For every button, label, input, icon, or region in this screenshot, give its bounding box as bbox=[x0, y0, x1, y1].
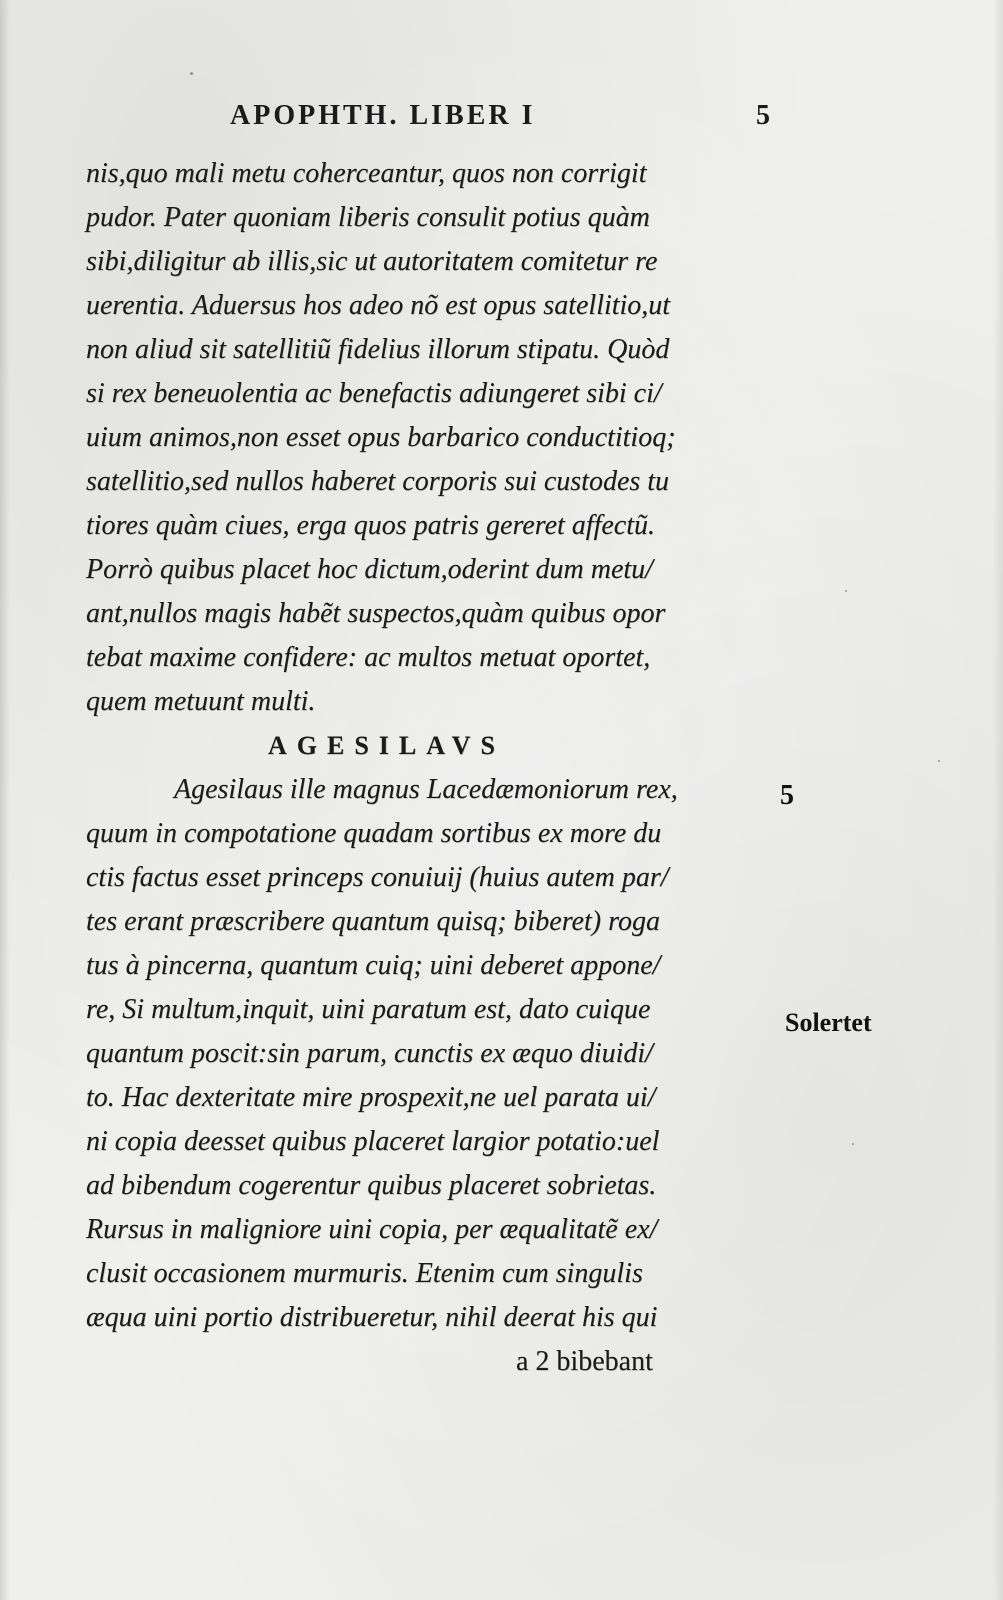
running-head-title: APOPHTH. LIBER I bbox=[230, 100, 536, 131]
text-line-4: uerentia. Aduersus hos adeo nõ est opus satellitio,ut bbox=[86, 290, 671, 321]
text-line-8: satellitio,sed nullos haberet corporis sui custodes tu bbox=[86, 466, 670, 497]
catchword-line: a 2 bibebant bbox=[516, 1346, 653, 1377]
page-edge-shadow-right bbox=[993, 0, 1003, 1600]
paper-speck bbox=[190, 72, 193, 75]
text-line-2: pudor. Pater quoniam liberis consulit potius quàm bbox=[86, 202, 650, 233]
section-line-10: ad bibendum cogerentur quibus placeret sobrietas. bbox=[86, 1170, 657, 1201]
section-line-7: quantum poscit:sin parum, cunctis ex æquo diuidi/ bbox=[86, 1038, 653, 1069]
text-line-3: sibi,diligitur ab illis,sic ut autoritatem comitetur re bbox=[86, 246, 658, 277]
text-line-10: Porrò quibus placet hoc dictum,oderint dum metu/ bbox=[86, 554, 653, 585]
section-line-11: Rursus in maligniore uini copia, per æqualitatẽ ex/ bbox=[86, 1214, 658, 1245]
text-line-9: tiores quàm ciues, erga quos patris gereret affectũ. bbox=[86, 510, 655, 541]
text-line-13: quem metuunt multi. bbox=[86, 686, 316, 717]
text-line-11: ant,nullos magis habẽt suspectos,quàm quibus opor bbox=[86, 598, 666, 629]
section-line-2: quum in compotatione quadam sortibus ex more du bbox=[86, 818, 662, 849]
main-text-block bbox=[86, 152, 776, 1384]
text-line-5: non aliud sit satellitiũ fidelius illorum stipatu. Quòd bbox=[86, 334, 670, 365]
section-line-12: clusit occasionem murmuris. Etenim cum singulis bbox=[86, 1258, 643, 1289]
page-edge-shadow-left bbox=[0, 0, 10, 1600]
section-line-13: æqua uini portio distribueretur, nihil deerat his qui bbox=[86, 1302, 658, 1333]
section-line-5: tus à pincerna, quantum cuiq; uini deberet appone/ bbox=[86, 950, 661, 981]
running-head bbox=[230, 100, 790, 144]
section-line-8: to. Hac dexteritate mire prospexit,ne uel parata ui/ bbox=[86, 1082, 656, 1113]
section-heading: AGESILAVS bbox=[268, 731, 505, 760]
section-line-3: ctis factus esset princeps conuiuij (huius autem par/ bbox=[86, 862, 669, 893]
section-line-9: ni copia deesset quibus placeret largior potatio:uel bbox=[86, 1126, 660, 1157]
paper-speck bbox=[845, 590, 847, 592]
section-line-1: Agesilaus ille magnus Lacedæmoniorum rex, bbox=[174, 774, 678, 805]
text-line-1: nis,quo mali metu coherceantur, quos non corrigit bbox=[86, 158, 647, 189]
section-line-6: re, Si multum,inquit, uini paratum est, dato cuique bbox=[86, 994, 651, 1025]
text-line-12: tebat maxime confidere: ac multos metuat oportet, bbox=[86, 642, 651, 673]
paper-speck bbox=[938, 760, 940, 762]
text-line-7: uium animos,non esset opus barbarico conductitioq; bbox=[86, 422, 676, 453]
page-number: 5 bbox=[756, 100, 770, 131]
margin-numeral: 5 bbox=[780, 780, 794, 811]
margin-note-label: Solertet bbox=[785, 1008, 872, 1037]
paper-speck bbox=[852, 1143, 854, 1145]
section-line-4: tes erant præscribere quantum quisq; biberet) roga bbox=[86, 906, 660, 937]
text-line-6: si rex beneuolentia ac benefactis adiungeret sibi ci/ bbox=[86, 378, 662, 409]
